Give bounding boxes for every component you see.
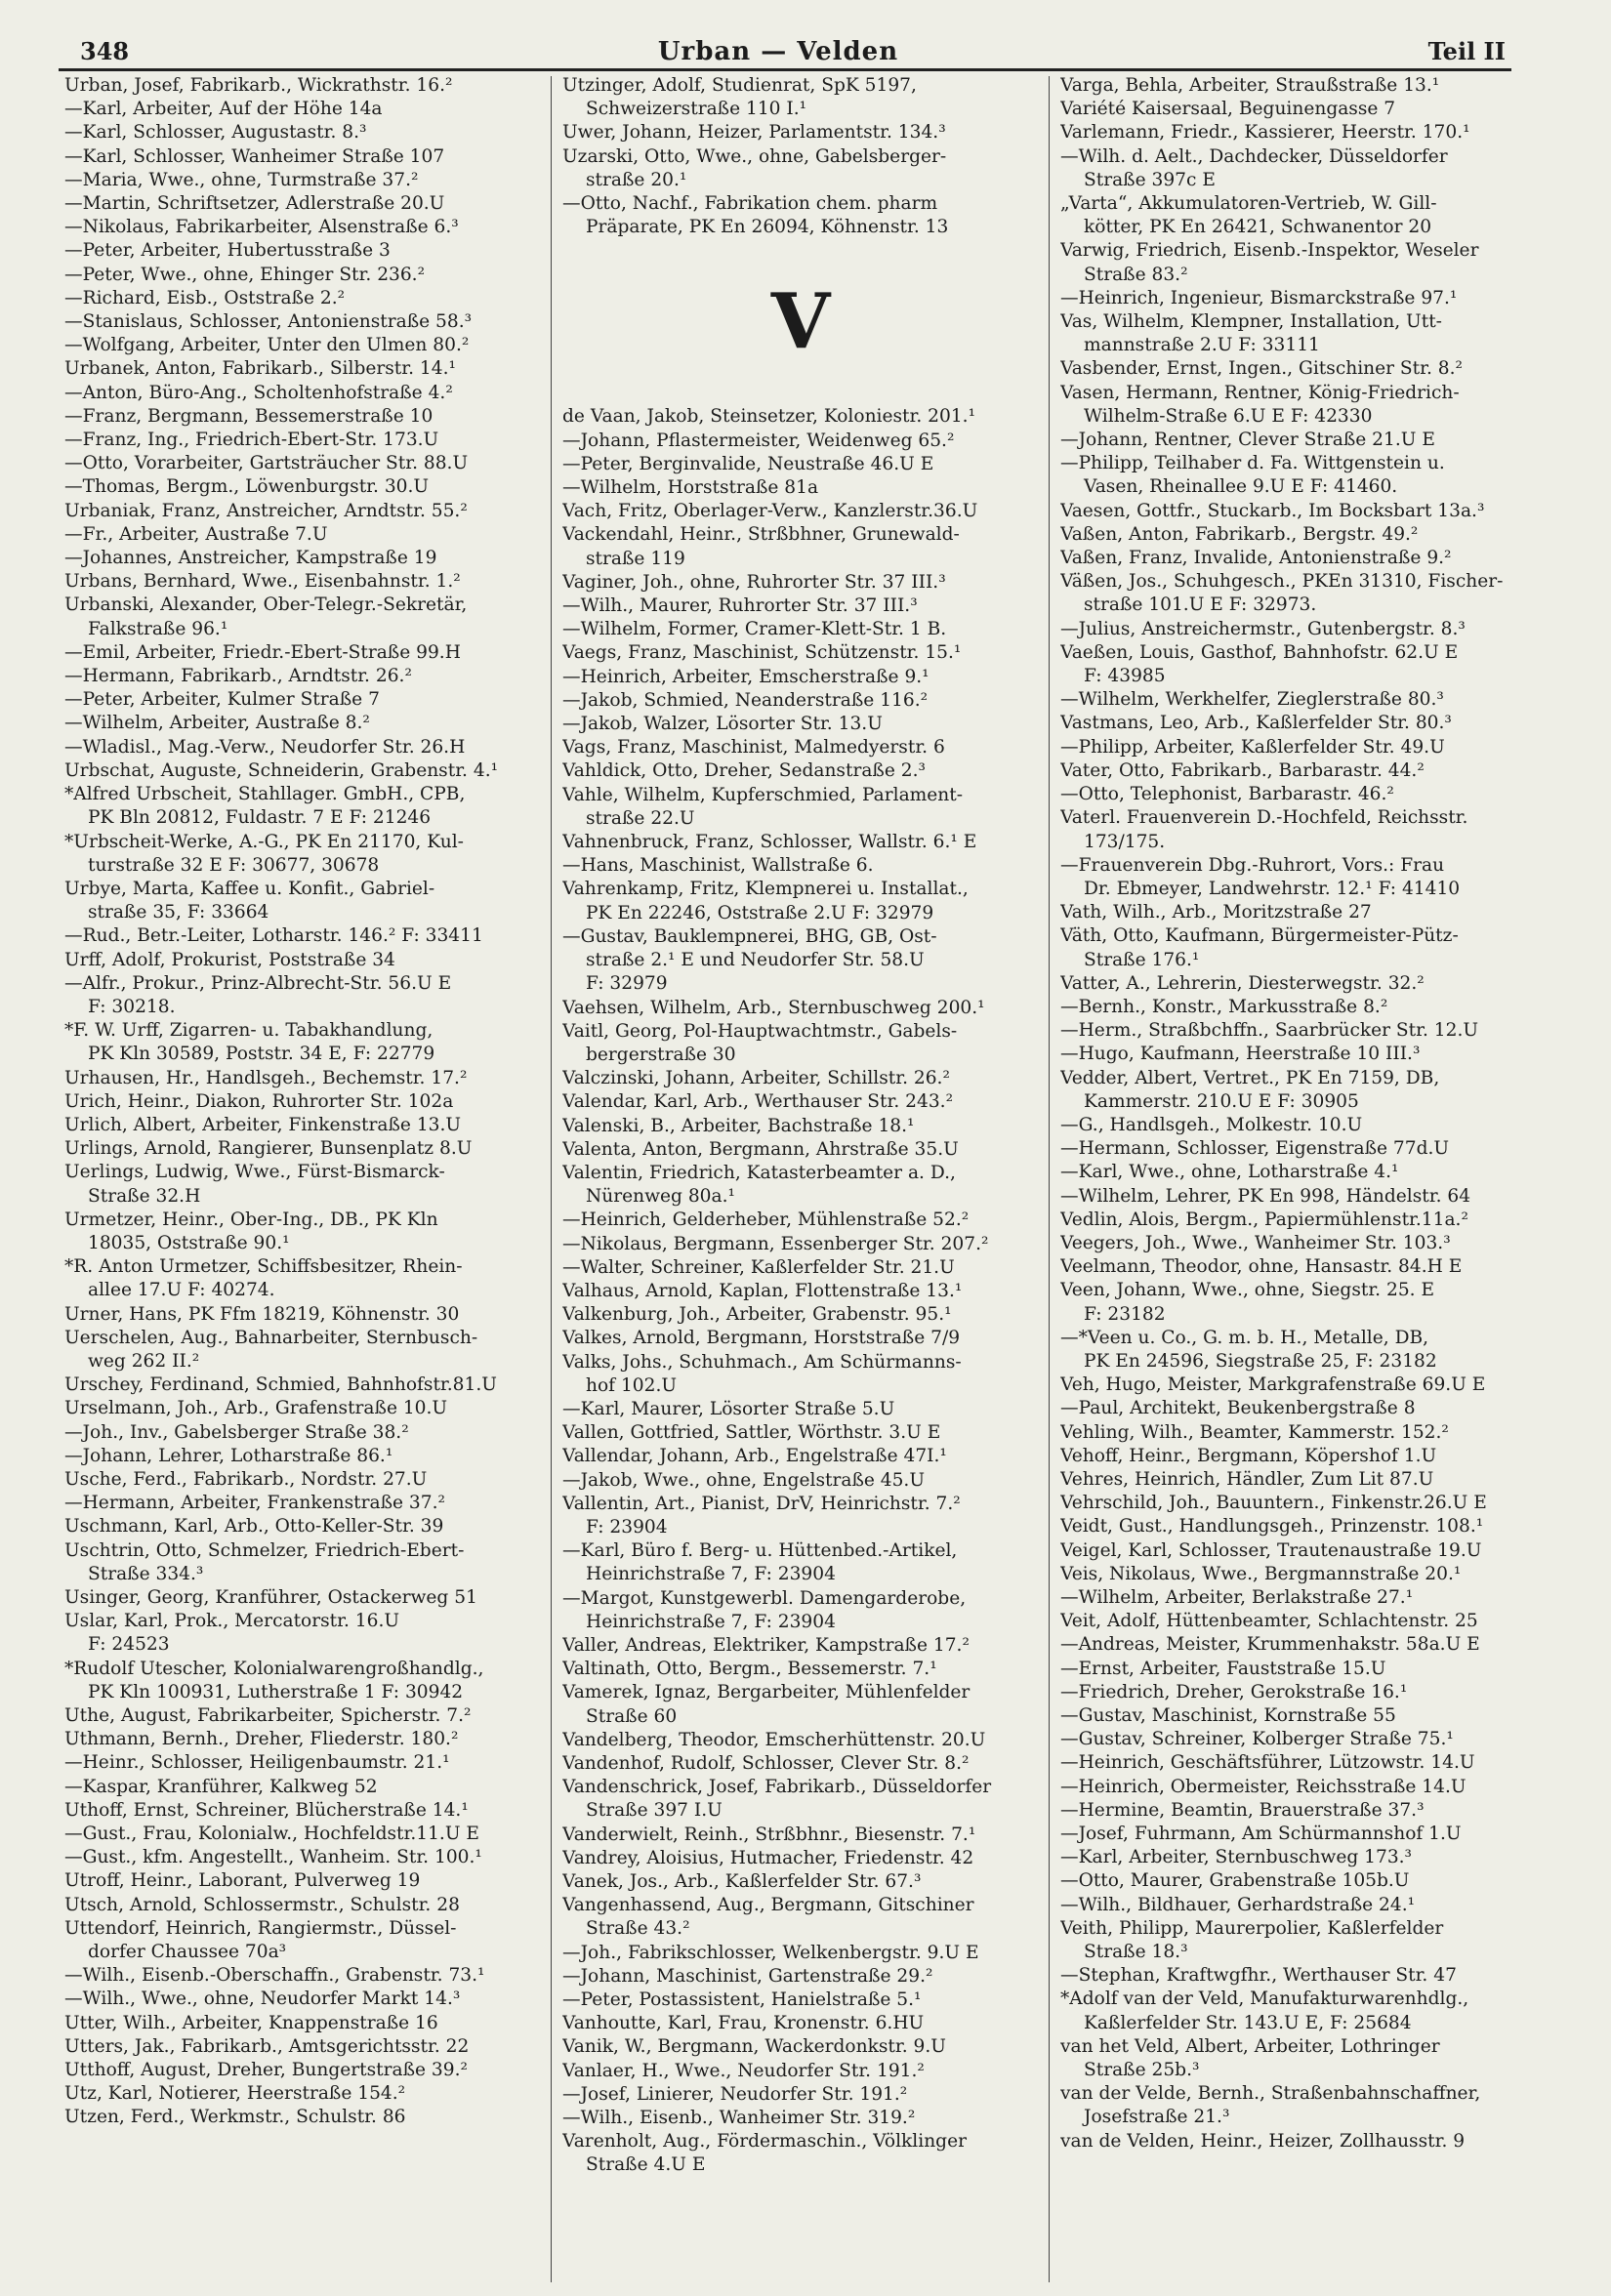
column-1 (64, 74, 541, 2130)
directory-entry: —Margot, Kunstgewerbl. Damengarderobe, (562, 1587, 967, 1609)
directory-entry: —Karl, Arbeiter, Sternbuschweg 173.³ (1060, 1847, 1413, 1868)
directory-entry: —Hermann, Arbeiter, Frankenstraße 37.² (64, 1493, 445, 1514)
directory-entry: —Wolfgang, Arbeiter, Unter den Ulmen 80.² (64, 335, 470, 356)
directory-entry: Urbans, Bernhard, Wwe., Eisenbahnstr. 1.² (64, 571, 461, 593)
directory-entry: —Franz, Bergmann, Bessemerstraße 10 (64, 405, 434, 427)
directory-entry: straße 119 (586, 548, 685, 569)
directory-entry: van de Velden, Heinr., Heizer, Zollhausstr. 9 (1060, 2130, 1466, 2152)
directory-entry: Vaßen, Anton, Fabrikarb., Bergstr. 49.² (1060, 523, 1419, 545)
directory-entry: F: 24523 (88, 1634, 170, 1656)
directory-entry: —Emil, Arbeiter, Friedr.-Ebert-Straße 99.H (64, 641, 461, 663)
directory-entry: van het Veld, Albert, Arbeiter, Lothringer (1060, 2035, 1440, 2057)
directory-entry: Vallen, Gottfried, Sattler, Wörthstr. 3.U E (562, 1422, 941, 1444)
directory-entry: Vahldick, Otto, Dreher, Sedanstraße 2.³ (562, 760, 926, 782)
directory-entry: —Otto, Maurer, Grabenstraße 105b.U (1060, 1870, 1410, 1892)
directory-entry: —G., Handlsgeh., Molkestr. 10.U (1060, 1114, 1363, 1135)
directory-entry: —Heinrich, Ingenieur, Bismarckstraße 97.¹ (1060, 287, 1458, 308)
page-number: 348 (80, 37, 130, 65)
column-2-bottom (562, 405, 1039, 2177)
directory-entry: —Fr., Arbeiter, Austraße 7.U (64, 523, 328, 545)
directory-entry: —Johann, Maschinist, Gartenstraße 29.² (562, 1965, 933, 1987)
directory-entry: Kaßlerfelder Str. 143.U E, F: 25684 (1084, 2012, 1412, 2033)
directory-entry: Vanlaer, H., Wwe., Neudorfer Str. 191.² (562, 2060, 925, 2081)
directory-entry: de Vaan, Jakob, Steinsetzer, Koloniestr. 201.¹ (562, 406, 976, 428)
directory-entry: Uthoff, Ernst, Schreiner, Blücherstraße 14.¹ (64, 1799, 469, 1821)
directory-entry: Valhaus, Arnold, Kaplan, Flottenstraße 13.¹ (562, 1280, 963, 1301)
directory-entry: hof 102.U (586, 1374, 678, 1396)
directory-entry: Vasbender, Ernst, Ingen., Gitschiner Str. 8.² (1060, 358, 1464, 380)
directory-entry: Vanderwielt, Reinh., Strßbhnr., Biesenstr. 7.¹ (562, 1824, 976, 1845)
directory-entry: —Nikolaus, Bergmann, Essenberger Str. 207.² (562, 1233, 989, 1254)
directory-entry: —Hermann, Fabrikarb., Arndtstr. 26.² (64, 666, 412, 687)
directory-entry: —Peter, Postassistent, Hanielstraße 5.¹ (562, 1989, 922, 2011)
directory-entry: Veegers, Joh., Wwe., Wanheimer Str. 103.³ (1060, 1232, 1451, 1253)
directory-entry: Varenholt, Aug., Fördermaschin., Völklinger (562, 2131, 967, 2152)
directory-entry: —Hans, Maschinist, Wallstraße 6. (562, 855, 874, 877)
directory-entry: Falkstraße 96.¹ (88, 618, 228, 639)
directory-entry: Veh, Hugo, Meister, Markgrafenstraße 69.U E (1060, 1374, 1486, 1396)
directory-entry: Vehrschild, Joh., Bauuntern., Finkenstr.26.U E (1060, 1493, 1487, 1514)
directory-entry: straße 101.U E F: 32973. (1084, 594, 1317, 616)
directory-entry: Veit, Adolf, Hüttenbeamter, Schlachtenstr. 25 (1060, 1611, 1478, 1632)
directory-entry: Vastmans, Leo, Arb., Kaßlerfelder Str. 80.³ (1060, 713, 1452, 734)
directory-entry: *F. W. Urff, Zigarren- u. Tabakhandlung, (64, 1020, 434, 1042)
directory-entry: Vallentin, Art., Pianist, DrV, Heinrichstr. 7.² (562, 1493, 961, 1514)
directory-entry: —Andreas, Meister, Krummenhakstr. 58a.U E (1060, 1634, 1480, 1656)
column-3 (1060, 74, 1537, 2153)
directory-entry: Urner, Hans, PK Ffm 18219, Köhnenstr. 30 (64, 1303, 460, 1325)
directory-entry: Vater, Otto, Fabrikarb., Barbarastr. 44.² (1060, 759, 1425, 781)
directory-entry: Vallendar, Johann, Arb., Engelstraße 47I.¹ (562, 1446, 947, 1467)
directory-entry: —Hermann, Schlosser, Eigenstraße 77d.U (1060, 1138, 1450, 1160)
directory-entry: Heinrichstraße 7, F: 23904 (586, 1611, 836, 1632)
directory-entry: Varlemann, Friedr., Kassierer, Heerstr. 170.¹ (1060, 122, 1470, 144)
part-label: Teil II (1427, 37, 1506, 65)
directory-entry: straße 22.U (586, 807, 695, 829)
directory-entry: —Philipp, Arbeiter, Kaßlerfelder Str. 49.U (1060, 736, 1445, 758)
directory-entry: Utsch, Arnold, Schlossermstr., Schulstr. 28 (64, 1894, 460, 1915)
directory-entry: PK Kln 100931, Lutherstraße 1 F: 30942 (88, 1681, 464, 1702)
directory-entry: weg 262 II.² (88, 1350, 200, 1372)
directory-entry: —Wilhelm, Former, Cramer-Klett-Str. 1 B. (562, 619, 947, 640)
directory-entry: Uerschelen, Aug., Bahnarbeiter, Sternbusch- (64, 1327, 478, 1348)
directory-entry: PK En 24596, Siegstraße 25, F: 23182 (1084, 1350, 1437, 1372)
directory-entry: Väßen, Jos., Schuhgesch., PKEn 31310, Fischer- (1060, 571, 1504, 593)
directory-entry: Vahnenbruck, Franz, Schlosser, Wallstr. 6.¹ E (562, 832, 977, 853)
directory-entry: 18035, Oststraße 90.¹ (88, 1232, 290, 1253)
directory-entry: PK Kln 30589, Poststr. 34 E, F: 22779 (88, 1044, 435, 1065)
directory-entry: —Jakob, Walzer, Lösorter Str. 13.U (562, 714, 883, 735)
directory-entry: Valler, Andreas, Elektriker, Kampstraße 17.² (562, 1634, 970, 1656)
directory-entry: —Nikolaus, Fabrikarbeiter, Alsenstraße 6.³ (64, 217, 459, 238)
directory-entry: —Wilh., Wwe., ohne, Neudorfer Markt 14.³ (64, 1988, 461, 2010)
directory-entry: —Jakob, Wwe., ohne, Engelstraße 45.U (562, 1469, 926, 1491)
directory-entry: —Wladisl., Mag.-Verw., Neudorfer Str. 26.H (64, 736, 466, 758)
directory-entry: —Hermine, Beamtin, Brauerstraße 37.³ (1060, 1799, 1425, 1821)
directory-entry: —Heinrich, Geschäftsführer, Lützowstr. 14.U (1060, 1752, 1475, 1774)
directory-entry: Varga, Behla, Arbeiter, Straußstraße 13.¹ (1060, 75, 1440, 96)
directory-entry: Varwig, Friedrich, Eisenb.-Inspektor, Weseler (1060, 240, 1479, 262)
directory-entry: Wilhelm-Straße 6.U E F: 42330 (1084, 405, 1373, 427)
directory-entry: Vahle, Wilhelm, Kupferschmied, Parlament- (562, 784, 964, 805)
directory-entry: —Wilhelm, Lehrer, PK En 998, Händelstr. 64 (1060, 1185, 1471, 1207)
directory-entry: Urschey, Ferdinand, Schmied, Bahnhofstr.81.U (64, 1374, 497, 1396)
directory-entry: Urbaniak, Franz, Anstreicher, Arndtstr. 55.² (64, 500, 468, 521)
directory-entry: Vanek, Jos., Arb., Kaßlerfelder Str. 67.³ (562, 1871, 922, 1893)
directory-entry: Straße 83.² (1084, 264, 1188, 285)
directory-entry: Uthe, August, Fabrikarbeiter, Spicherstr. 7.² (64, 1705, 472, 1727)
directory-entry: —Wilh., Eisenb.-Oberschaffn., Grabenstr. 73.¹ (64, 1965, 485, 1987)
directory-entry: —Wilhelm, Werkhelfer, Zieglerstraße 80.³ (1060, 689, 1444, 711)
directory-entry: Vedder, Albert, Vertret., PK En 7159, DB, (1060, 1067, 1440, 1088)
directory-entry: Vaeßen, Louis, Gasthof, Bahnhofstr. 62.U E (1060, 641, 1459, 663)
directory-entry: Vaehsen, Wilhelm, Arb., Sternbuschweg 200.¹ (562, 997, 985, 1018)
directory-entry: —Johann, Rentner, Clever Straße 21.U E (1060, 430, 1435, 451)
directory-entry: Vehling, Wilh., Beamter, Kammerstr. 152.² (1060, 1421, 1449, 1443)
directory-entry: Vasen, Rheinallee 9.U E F: 41460. (1084, 476, 1398, 498)
directory-entry: —Peter, Arbeiter, Hubertusstraße 3 (64, 240, 391, 262)
directory-entry: Uttendorf, Heinrich, Rangiermstr., Düssel- (64, 1917, 457, 1939)
directory-entry: —Rud., Betr.-Leiter, Lotharstr. 146.² F: 33411 (64, 925, 483, 947)
directory-entry: straße 2.¹ E und Neudorfer Str. 58.U (586, 950, 925, 971)
directory-entry: Veith, Philipp, Maurerpolier, Kaßlerfelder (1060, 1917, 1444, 1939)
header-rule (59, 68, 1511, 71)
directory-entry: Vanik, W., Bergmann, Wackerdonkstr. 9.U (562, 2036, 946, 2058)
directory-entry: —Josef, Linierer, Neudorfer Str. 191.² (562, 2083, 908, 2105)
directory-entry: *Alfred Urbscheit, Stahllager. GmbH., CPB, (64, 784, 466, 805)
directory-entry: Urbye, Marta, Kaffee u. Konfit., Gabriel- (64, 878, 435, 899)
directory-entry: Straße 18.³ (1084, 1942, 1188, 1963)
directory-entry: Valks, Johs., Schuhmach., Am Schürmanns- (562, 1351, 962, 1373)
directory-entry: „Varta“, Akkumulatoren-Vertrieb, W. Gill- (1060, 193, 1437, 215)
directory-entry: —Kaspar, Kranführer, Kalkweg 52 (64, 1776, 378, 1797)
directory-entry: —Karl, Arbeiter, Auf der Höhe 14a (64, 99, 383, 120)
directory-entry: —Heinrich, Obermeister, Reichsstraße 14.U (1060, 1776, 1466, 1797)
directory-entry: Straße 4.U E (586, 2154, 706, 2176)
directory-entry: Nürenweg 80a.¹ (586, 1186, 735, 1208)
directory-entry: Vanhoutte, Karl, Frau, Kronenstr. 6.HU (562, 2013, 925, 2034)
directory-entry: Valenta, Anton, Bergmann, Ahrstraße 35.U (562, 1138, 959, 1160)
directory-entry: Vas, Wilhelm, Klempner, Installation, Utt- (1060, 311, 1442, 333)
directory-entry: 173/175. (1084, 831, 1166, 852)
directory-entry: —Heinr., Schlosser, Heiligenbaumstr. 21.¹ (64, 1752, 450, 1774)
directory-entry: Urff, Adolf, Prokurist, Poststraße 34 (64, 949, 395, 970)
directory-entry: —Otto, Telephonist, Barbarastr. 46.² (1060, 784, 1394, 805)
directory-entry: straße 35, F: 33664 (88, 902, 269, 923)
directory-entry: dorfer Chaussee 70a³ (88, 1942, 287, 1963)
directory-entry: —Martin, Schriftsetzer, Adlerstraße 20.U (64, 193, 445, 215)
directory-entry: —Heinrich, Arbeiter, Emscherstraße 9.¹ (562, 666, 929, 687)
directory-entry: Vamerek, Ignaz, Bergarbeiter, Mühlenfelder (562, 1682, 971, 1703)
directory-entry: Straße 397 I.U (586, 1800, 723, 1822)
section-letter: V (770, 277, 831, 367)
directory-entry: —Wilhelm, Arbeiter, Berlakstraße 27.¹ (1060, 1587, 1414, 1608)
directory-entry: Veelmann, Theodor, ohne, Hansastr. 84.H E (1060, 1256, 1463, 1278)
directory-entry: —Alfr., Prokur., Prinz-Albrecht-Str. 56.U E (64, 972, 452, 994)
directory-entry: Straße 176.¹ (1084, 949, 1200, 970)
directory-entry: —*Veen u. Co., G. m. b. H., Metalle, DB, (1060, 1327, 1429, 1348)
directory-entry: PK Bln 20812, Fuldastr. 7 E F: 21246 (88, 807, 432, 829)
directory-entry: —Josef, Fuhrmann, Am Schürmannshof 1.U (1060, 1824, 1462, 1845)
directory-entry: Vaitl, Georg, Pol-Hauptwachtmstr., Gabels- (562, 1020, 958, 1042)
directory-entry: Straße 334.³ (88, 1563, 204, 1584)
directory-entry: Utthoff, August, Dreher, Bungertstraße 39.² (64, 2060, 468, 2081)
directory-entry: Vackendahl, Heinr., Strßbhner, Grunewald- (562, 524, 960, 546)
directory-entry: Vehres, Heinrich, Händler, Zum Lit 87.U (1060, 1468, 1434, 1490)
directory-entry: —Joh., Fabrikschlosser, Welkenbergstr. 9.U E (562, 1942, 979, 1963)
directory-entry: —Julius, Anstreichermstr., Gutenbergstr. 8.³ (1060, 618, 1466, 639)
directory-entry: Vasen, Hermann, Rentner, König-Friedrich- (1060, 382, 1460, 403)
directory-entry: Veigel, Karl, Schlosser, Trautenaustraße 19.U (1060, 1539, 1482, 1561)
directory-entry: Valendar, Karl, Arb., Werthauser Str. 243.² (562, 1091, 954, 1113)
directory-entry: —Stephan, Kraftwgfhr., Werthauser Str. 47 (1060, 1965, 1457, 1987)
directory-entry: Usche, Ferd., Fabrikarb., Nordstr. 27.U (64, 1468, 428, 1490)
directory-entry: Veidt, Gust., Handlungsgeh., Prinzenstr. 108.¹ (1060, 1516, 1484, 1538)
directory-entry: Vangenhassend, Aug., Bergmann, Gitschiner (562, 1895, 974, 1916)
column-divider (1049, 76, 1050, 2282)
directory-entry: Vandelberg, Theodor, Emscherhüttenstr. 20.U (562, 1729, 986, 1750)
directory-entry: —Hugo, Kaufmann, Heerstraße 10 III.³ (1060, 1044, 1421, 1065)
directory-entry: Straße 32.H (88, 1185, 201, 1207)
directory-entry: Vaesen, Gottfr., Stuckarb., Im Bocksbart 13a.³ (1060, 500, 1485, 521)
directory-entry: —Thomas, Bergm., Löwenburgstr. 30.U (64, 476, 430, 498)
directory-entry: —Herm., Straßbchffn., Saarbrücker Str. 12.U (1060, 1020, 1479, 1042)
directory-entry: turstraße 32 E F: 30677, 30678 (88, 854, 380, 876)
directory-entry: —Gust., Frau, Kolonialw., Hochfeldstr.11.U E (64, 1824, 479, 1845)
directory-entry: —Friedrich, Dreher, Gerokstraße 16.¹ (1060, 1681, 1408, 1702)
directory-entry: F: 23904 (586, 1516, 668, 1538)
directory-entry: Urlings, Arnold, Rangierer, Bunsenplatz 8.U (64, 1138, 473, 1160)
directory-entry: Urbanek, Anton, Fabrikarb., Silberstr. 14.¹ (64, 358, 456, 380)
directory-entry: Urban, Josef, Fabrikarb., Wickrathstr. 16.² (64, 75, 453, 96)
directory-entry: Vandenschrick, Josef, Fabrikarb., Düsseldorfer (562, 1777, 992, 1798)
directory-entry: —Peter, Wwe., ohne, Ehinger Str. 236.² (64, 264, 426, 285)
directory-entry: Uthmann, Bernh., Dreher, Fliederstr. 180.² (64, 1729, 459, 1750)
directory-entry: Utters, Jak., Fabrikarb., Amtsgerichtsstr. 22 (64, 2035, 470, 2057)
directory-entry: —Wilh. d. Aelt., Dachdecker, Düsseldorfer (1060, 145, 1448, 167)
directory-entry: Vags, Franz, Maschinist, Malmedyerstr. 6 (562, 737, 945, 758)
directory-entry: PK En 22246, Oststraße 2.U F: 32979 (586, 902, 934, 923)
directory-entry: Uerlings, Ludwig, Wwe., Fürst-Bismarck- (64, 1162, 445, 1183)
directory-entry: *Rudolf Utescher, Kolonialwarengroßhandlg., (64, 1658, 484, 1679)
directory-entry: —Paul, Architekt, Beukenbergstraße 8 (1060, 1398, 1416, 1419)
directory-entry: *Urbscheit-Werke, A.-G., PK En 21170, Kul- (64, 831, 464, 852)
directory-entry: Urhausen, Hr., Handlsgeh., Bechemstr. 17.² (64, 1067, 468, 1088)
directory-entry: Heinrichstraße 7, F: 23904 (586, 1564, 836, 1585)
directory-entry: —Walter, Schreiner, Kaßlerfelder Str. 21.U (562, 1256, 955, 1278)
directory-entry: Kammerstr. 210.U E F: 30905 (1084, 1090, 1359, 1112)
directory-entry: Vehoff, Heinr., Bergmann, Köpershof 1.U (1060, 1445, 1437, 1466)
directory-entry: Vach, Fritz, Oberlager-Verw., Kanzlerstr.36.U (562, 501, 978, 522)
directory-entry: —Karl, Schlosser, Wanheimer Straße 107 (64, 145, 445, 167)
directory-entry: Valczinski, Johann, Arbeiter, Schillstr. 26.² (562, 1068, 950, 1089)
directory-entry: Urich, Heinr., Diakon, Ruhrorter Str. 102a (64, 1090, 454, 1112)
directory-entry: —Richard, Eisb., Oststraße 2.² (64, 287, 346, 308)
directory-entry: Uschmann, Karl, Arb., Otto-Keller-Str. 39 (64, 1516, 444, 1538)
directory-entry: —Jakob, Schmied, Neanderstraße 116.² (562, 689, 929, 711)
directory-entry: —Wilh., Bildhauer, Gerhardstraße 24.¹ (1060, 1894, 1416, 1915)
directory-entry: Utz, Karl, Notierer, Heerstraße 154.² (64, 2083, 406, 2105)
directory-entry: Valentin, Friedrich, Katasterbeamter a. D., (562, 1162, 956, 1183)
directory-entry: *R. Anton Urmetzer, Schiffsbesitzer, Rhein- (64, 1256, 463, 1278)
directory-entry: Veen, Johann, Wwe., ohne, Siegstr. 25. E (1060, 1280, 1435, 1301)
directory-entry: Vedlin, Alois, Bergm., Papiermühlenstr.11a.² (1060, 1209, 1468, 1230)
directory-entry: mannstraße 2.U F: 33111 (1084, 335, 1320, 356)
directory-entry: —Gust., kfm. Angestellt., Wanheim. Str. 100.¹ (64, 1847, 482, 1868)
directory-entry: Väth, Otto, Kaufmann, Bürgermeister-Pütz- (1060, 925, 1459, 947)
directory-entry: F: 30218. (88, 996, 176, 1017)
directory-entry: —Joh., Inv., Gabelsberger Straße 38.² (64, 1421, 409, 1443)
directory-entry: Urmetzer, Heinr., Ober-Ing., DB., PK Kln (64, 1209, 438, 1230)
directory-entry: Urbanski, Alexander, Ober-Telegr.-Sekretär, (64, 594, 468, 616)
directory-entry: Variété Kaisersaal, Beguinengasse 7 (1060, 99, 1396, 120)
directory-entry: allee 17.U F: 40274. (88, 1280, 275, 1301)
directory-entry: —Heinrich, Gelderheber, Mühlenstraße 52.² (562, 1210, 970, 1231)
directory-entry: —Anton, Büro-Ang., Scholtenhofstraße 4.² (64, 382, 453, 403)
directory-entry: Urlich, Albert, Arbeiter, Finkenstraße 13.U (64, 1114, 462, 1135)
directory-entry: —Ernst, Arbeiter, Fauststraße 15.U (1060, 1658, 1386, 1679)
directory-entry: kötter, PK En 26421, Schwanentor 20 (1084, 217, 1432, 238)
directory-entry: —Otto, Vorarbeiter, Gartsträucher Str. 88.U (64, 453, 469, 474)
directory-entry: Valenski, B., Arbeiter, Bachstraße 18.¹ (562, 1115, 915, 1136)
directory-entry: F: 23182 (1084, 1303, 1166, 1325)
directory-entry: Vandrey, Aloisius, Hutmacher, Friedenstr. 42 (562, 1847, 974, 1868)
directory-entry: Vath, Wilh., Arb., Moritzstraße 27 (1060, 902, 1372, 923)
directory-entry: —Karl, Maurer, Lösorter Straße 5.U (562, 1398, 895, 1419)
directory-entry: van der Velde, Bernh., Straßenbahnschaffner, (1060, 2083, 1481, 2105)
directory-entry: Vaegs, Franz, Maschinist, Schützenstr. 15.¹ (562, 642, 962, 664)
directory-entry: Utter, Wilh., Arbeiter, Knappenstraße 16 (64, 2012, 438, 2033)
directory-entry: —Gustav, Maschinist, Kornstraße 55 (1060, 1705, 1396, 1727)
directory-entry: *Adolf van der Veld, Manufakturwarenhdlg., (1060, 1988, 1469, 2010)
directory-entry: —Johannes, Anstreicher, Kampstraße 19 (64, 548, 437, 569)
directory-entry: F: 43985 (1084, 666, 1166, 687)
directory-entry: —Karl, Büro f. Berg- u. Hüttenbed.-Artikel, (562, 1540, 958, 1562)
directory-entry: —Franz, Ing., Friedrich-Ebert-Str. 173.U (64, 430, 439, 451)
directory-entry: Vaginer, Joh., ohne, Ruhrorter Str. 37 III.³ (562, 571, 946, 593)
column-divider (551, 76, 552, 2282)
directory-entry: —Stanislaus, Schlosser, Antonienstraße 58.³ (64, 311, 473, 333)
directory-entry: Valtinath, Otto, Bergm., Bessemerstr. 7.¹ (562, 1659, 937, 1680)
directory-entry: Vaßen, Franz, Invalide, Antonienstraße 9.² (1060, 548, 1452, 569)
directory-entry: —Maria, Wwe., ohne, Turmstraße 37.² (64, 169, 419, 190)
directory-entry: Uzarski, Otto, Wwe., ohne, Gabelsberger- (562, 145, 947, 167)
directory-entry: Usinger, Georg, Kranführer, Ostackerweg 51 (64, 1587, 477, 1608)
directory-entry: Straße 25b.³ (1084, 2060, 1200, 2081)
directory-entry: —Frauenverein Dbg.-Ruhrort, Vors.: Frau (1060, 854, 1445, 876)
directory-entry: Uslar, Karl, Prok., Mercatorstr. 16.U (64, 1611, 400, 1632)
directory-entry: Uschtrin, Otto, Schmelzer, Friedrich-Ebert- (64, 1539, 465, 1561)
directory-entry: —Wilhelm, Arbeiter, Austraße 8.² (64, 713, 370, 734)
directory-entry: Präparate, PK En 26094, Köhnenstr. 13 (586, 217, 949, 238)
directory-entry: bergerstraße 30 (586, 1044, 736, 1065)
directory-entry: Valkenburg, Joh., Arbeiter, Grabenstr. 95.¹ (562, 1304, 952, 1326)
directory-entry: —Johann, Pflastermeister, Weidenweg 65.² (562, 430, 955, 451)
directory-entry: —Johann, Lehrer, Lotharstraße 86.¹ (64, 1445, 393, 1466)
directory-entry: —Wilh., Maurer, Ruhrorter Str. 37 III.³ (562, 595, 918, 617)
column-2-top (562, 74, 1039, 239)
directory-entry: Urselmann, Joh., Arb., Grafenstraße 10.U (64, 1398, 448, 1419)
directory-entry: Utzen, Ferd., Werkmstr., Schulstr. 86 (64, 2107, 406, 2128)
directory-entry: —Wilh., Eisenb., Wanheimer Str. 319.² (562, 2108, 916, 2129)
directory-entry: —Otto, Nachf., Fabrikation chem. pharm (562, 193, 938, 215)
directory-entry: Josefstraße 21.³ (1084, 2107, 1230, 2128)
directory-entry: Vahrenkamp, Fritz, Klempnerei u. Installat., (562, 879, 969, 900)
directory-entry: Vatter, A., Lehrerin, Diesterwegstr. 32.² (1060, 972, 1425, 994)
running-head: Urban — Velden (657, 37, 899, 66)
directory-entry: Vandenhof, Rudolf, Schlosser, Clever Str. 8.² (562, 1753, 970, 1774)
directory-entry: straße 20.¹ (586, 169, 687, 190)
directory-entry: Straße 397c E (1084, 169, 1216, 190)
directory-entry: —Peter, Arbeiter, Kulmer Straße 7 (64, 689, 380, 711)
directory-entry: Vaterl. Frauenverein D.-Hochfeld, Reichsstr. (1060, 807, 1468, 829)
column-2 (562, 74, 1039, 2178)
directory-entry: Urbschat, Auguste, Schneiderin, Grabenstr. 4.¹ (64, 759, 499, 781)
directory-entry: Straße 43.² (586, 1918, 690, 1940)
directory-entry: —Gustav, Schreiner, Kolberger Straße 75.¹ (1060, 1729, 1454, 1750)
directory-entry: Straße 60 (586, 1705, 678, 1727)
directory-entry: —Gustav, Bauklempnerei, BHG, GB, Ost- (562, 925, 937, 947)
directory-entry: Uwer, Johann, Heizer, Parlamentstr. 134.³ (562, 122, 946, 144)
directory-entry: Utzinger, Adolf, Studienrat, SpK 5197, (562, 75, 917, 96)
directory-entry: —Bernh., Konstr., Markusstraße 8.² (1060, 996, 1388, 1017)
directory-entry: —Peter, Berginvalide, Neustraße 46.U E (562, 453, 934, 474)
directory-entry: Utroff, Heinr., Laborant, Pulverweg 19 (64, 1870, 421, 1892)
directory-entry: —Wilhelm, Horststraße 81a (562, 477, 819, 499)
directory-entry: Dr. Ebmeyer, Landwehrstr. 12.¹ F: 41410 (1084, 878, 1461, 899)
directory-entry: —Philipp, Teilhaber d. Fa. Wittgenstein u. (1060, 453, 1445, 474)
directory-entry: Valkes, Arnold, Bergmann, Horststraße 7/9 (562, 1328, 961, 1349)
directory-entry: Veis, Nikolaus, Wwe., Bergmannstraße 20.¹ (1060, 1563, 1462, 1584)
directory-entry: —Karl, Schlosser, Augustastr. 8.³ (64, 122, 367, 144)
directory-entry: F: 32979 (586, 973, 668, 995)
directory-entry: —Karl, Wwe., ohne, Lotharstraße 4.¹ (1060, 1162, 1399, 1183)
directory-entry: Schweizerstraße 110 I.¹ (586, 99, 807, 120)
